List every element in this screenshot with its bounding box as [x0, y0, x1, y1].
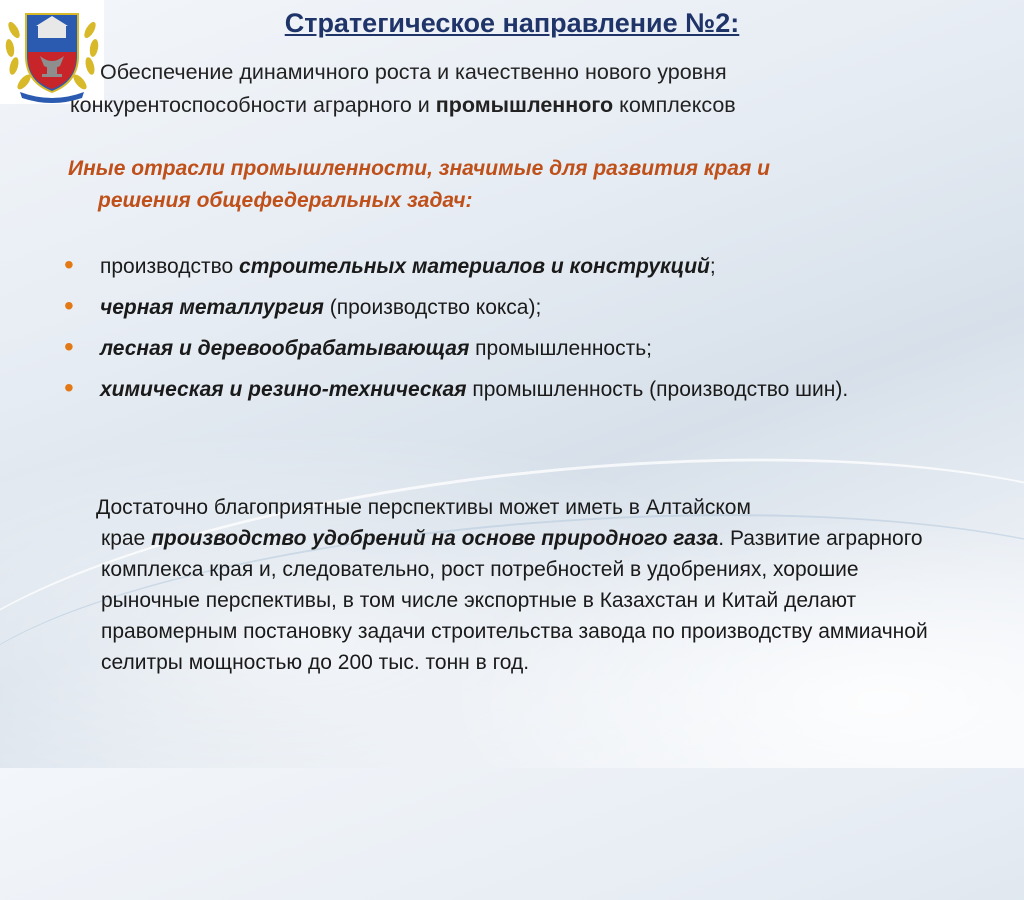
- subtitle-line-1: Обеспечение динамичного роста и качественно нового уровня: [100, 60, 727, 84]
- paragraph-first-line: Достаточно благоприятные перспективы может иметь в Алтайском: [96, 496, 751, 519]
- list-item: [60, 290, 960, 323]
- section-heading-line-2: решения общефедеральных задач:: [98, 189, 473, 212]
- bullet-text-bold: лесная и деревообрабатывающая: [100, 337, 470, 360]
- bullet-text-bold: химическая и резино-техническая: [100, 378, 467, 401]
- fertilizer-paragraph: [96, 492, 956, 678]
- bullet-dot-icon: •: [64, 372, 74, 403]
- bullet-dot-icon: •: [64, 249, 74, 280]
- paragraph-bold: производство удобрений на основе природного газа: [151, 527, 719, 550]
- list-item: [60, 331, 960, 364]
- bullet-text-bold: черная металлургия: [100, 296, 324, 319]
- section-heading-line-1: Иные отрасли промышленности, значимые для развития края и: [68, 157, 770, 180]
- bullet-text-bold: строительных материалов и конструкций: [239, 255, 710, 278]
- bullet-text-post: промышленность (производство шин).: [466, 378, 849, 401]
- subtitle-line-2-bold: промышленного: [435, 93, 614, 117]
- bullet-text-pre: производство: [100, 255, 240, 278]
- slide-title: Стратегическое направление №2:: [284, 8, 740, 38]
- subtitle-line-2-post: комплексов: [613, 93, 736, 117]
- list-item: [60, 249, 960, 282]
- industry-bullet-list: [60, 249, 960, 416]
- bullet-text-post: промышленность;: [469, 337, 652, 360]
- bullet-dot-icon: •: [64, 331, 74, 362]
- bullet-text-post: ;: [709, 255, 716, 278]
- paragraph-rest: [96, 523, 956, 678]
- slide-subtitle: [70, 56, 970, 122]
- subtitle-line-2-pre: конкурентоспособности аграрного и: [70, 93, 436, 117]
- bullet-dot-icon: •: [64, 290, 74, 321]
- section-heading: [68, 153, 988, 217]
- paragraph-pre: крае: [101, 527, 152, 550]
- paragraph-post: . Развитие аграрного комплекса края и, следовательно, рост потребностей в удобрениях, хорошие рыночные перспективы, в том числе экспортные в Казахстан и Китай делают правомерным постановку задачи строительства завода по производству аммиачной селитры мощностью до 200 тыс. тонн в год.: [101, 527, 928, 674]
- bullet-text-post: (производство кокса);: [323, 296, 542, 319]
- list-item: [60, 372, 960, 405]
